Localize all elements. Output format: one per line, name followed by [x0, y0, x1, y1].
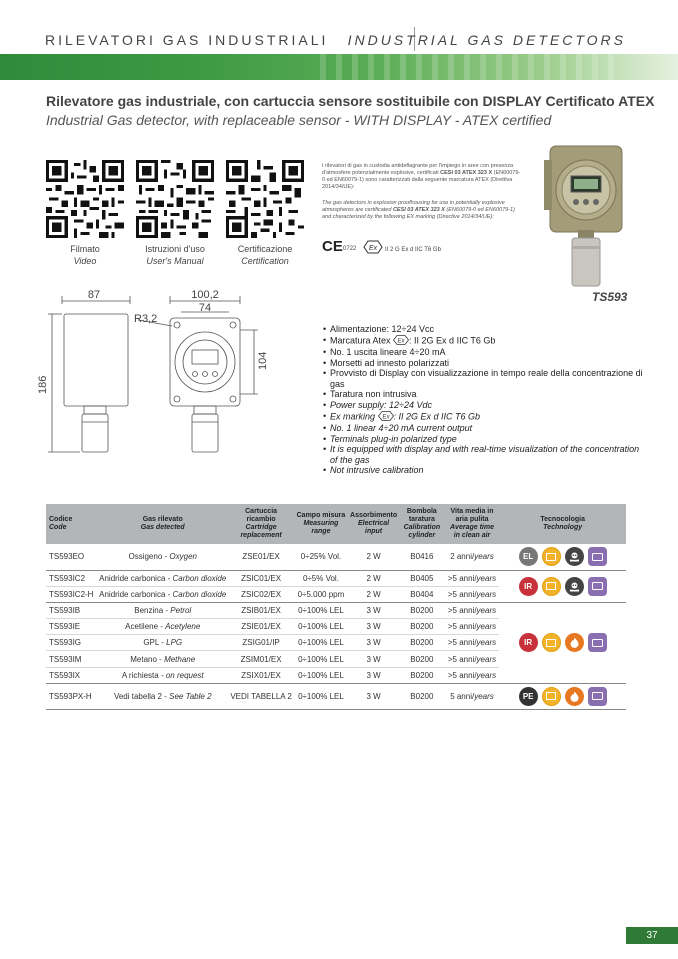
col-code: Codice Code [46, 504, 97, 544]
qr-label-certification-it: Certificazione [237, 244, 293, 254]
col-cylinder: Bombola taratura Calibration cylinder [399, 504, 445, 544]
table-row: TS593IX A richiesta - on request ZSIX01/EX 0÷100% LEL 3 W B0200 >5 anni/years [46, 667, 626, 683]
qr-label-certification [210, 243, 320, 267]
spec-en-display: • It is equipped with display and with real-time visualization of the concentration of the gas [323, 444, 643, 465]
header-stripes [320, 54, 620, 80]
ce-mark-icon: CE [322, 238, 343, 255]
product-photo [540, 138, 632, 290]
module-icon [588, 687, 607, 706]
table-row: TS593EO Ossigeno - Oxygen ZSE01/EX 0÷25% Vol. 2 W B0416 2 anni/years EL [46, 544, 626, 570]
dim-inner: 74 [198, 302, 212, 314]
tech-icons-el [499, 544, 626, 570]
dim-width-side: 87 [87, 289, 101, 301]
spec-en-calibration: • Not intrusive calibration [323, 465, 643, 476]
spec-en-output: • No. 1 linear 4÷20 mA current output [323, 423, 643, 434]
flame-icon [565, 633, 584, 652]
pe-badge-icon: PE [519, 687, 538, 706]
spec-it-terminals: • Morsetti ad innesto polarizzati [323, 358, 643, 369]
title-english: Industrial Gas detector, with replaceable sensor - WITH DISPLAY - ATEX certified [46, 112, 552, 128]
spec-it-power: • Alimentazione: 12÷24 Vcc [323, 324, 643, 335]
tech-icons-ir-toxic [499, 570, 626, 602]
dim-radius: R3,2 [134, 313, 158, 325]
dim-width-front: 100,2 [191, 289, 219, 301]
technical-drawing [37, 286, 280, 476]
module-icon [588, 577, 607, 596]
spec-it-output: • No. 1 uscita lineare 4÷20 mA [323, 347, 643, 358]
qr-label-manual-en: User's Manual [146, 256, 204, 266]
table-header-row [46, 504, 626, 544]
page-header [0, 0, 678, 82]
table-row: TS593IM Metano - Methane ZSIM01/EX 0÷100% LEL 3 W B0200 >5 anni/years [46, 651, 626, 667]
module-icon [588, 633, 607, 652]
toxic-icon [565, 577, 584, 596]
product-table [46, 504, 626, 710]
col-power: Assorbimento Electrical input [348, 504, 399, 544]
qr-label-manual-it: Istruzioni d'uso [145, 244, 205, 254]
ex-small-icon [393, 335, 409, 348]
specs-english [323, 400, 643, 476]
qr-label-video-it: Filmato [70, 244, 100, 254]
spec-en-power: • Power supply: 12÷24 Vdc [323, 400, 643, 411]
module-icon [588, 547, 607, 566]
svg-text:Ex: Ex [382, 414, 390, 420]
dim-height-body: 104 [257, 351, 269, 370]
qr-code-manual[interactable] [136, 160, 214, 238]
svg-text:Ex: Ex [397, 338, 405, 344]
header-right-title: INDUSTRIAL GAS DETECTORS [347, 32, 626, 48]
table-row: TS593IB Benzina - Petrol ZSIB01/EX 0÷100% LEL 3 W B0200 >5 anni/years IR [46, 602, 626, 618]
toxic-icon [565, 547, 584, 566]
ir-badge-icon: IR [519, 577, 538, 596]
table-row: TS593PX-H Vedi tabella 2 - See Table 2 VEDI TABELLA 2 0÷100% LEL 3 W B0200 5 anni/years PE [46, 683, 626, 709]
qr-code-video[interactable] [46, 160, 124, 238]
spec-it-display: • Provvisto di Display con visualizzazione in tempo reale della concentrazione di gas [323, 368, 643, 389]
certification-text-it: I rilevatori di gas in custodia antideflagrante per l'impiego in aree con presenza d'atmosfere potenzialmente esplosive, certificati CESI 03 ATEX 323 X (EN60079-0 ed EN60079-1) sono caratterizzati dalla seguente marcatura ATEX (Direttiva 2014/34/UE): [322, 163, 521, 190]
ce-number: 0722 [343, 246, 357, 252]
ex-hexagon-icon [363, 240, 383, 259]
display-icon [542, 687, 561, 706]
ex-symbol-text: Ex [368, 245, 378, 252]
dim-height-total: 186 [37, 375, 49, 394]
header-left-title: RILEVATORI GAS INDUSTRIALI [45, 32, 329, 48]
page-number: 37 [626, 927, 678, 944]
tech-icons-pe [499, 683, 626, 709]
col-cartridge: Cartuccia ricambio Cartridge replacement [228, 504, 294, 544]
table-row: TS593IE Acetilene - Acetylene ZSIE01/EX 0÷100% LEL 3 W B0200 >5 anni/years [46, 619, 626, 635]
product-label: TS593 [592, 290, 628, 304]
table-row: TS593IC2 Anidride carbonica - Carbon dioxide ZSIC01/EX 0÷5% Vol. 2 W B0405 >5 anni/years IR [46, 570, 626, 586]
ir-badge-icon: IR [519, 633, 538, 652]
col-range: Campo misura Measuring range [294, 504, 348, 544]
title-italian: Rilevatore gas industriale, con cartuccia sensore sostituibile con DISPLAY Certificato ATEX [46, 93, 655, 109]
col-gas: Gas rilevato Gas detected [97, 504, 228, 544]
qr-label-video-en: Video [73, 256, 97, 266]
el-badge-icon: EL [519, 547, 538, 566]
col-technology: Tecnocologia Technology [499, 504, 626, 544]
table-row: TS593IG GPL - LPG ZSIG01/IP 0÷100% LEL 3 W B0200 >5 anni/years [46, 635, 626, 651]
display-icon [542, 547, 561, 566]
qr-code-certification[interactable] [226, 160, 304, 238]
spec-en-terminals: • Terminals plug-in polarized type [323, 434, 643, 445]
table-row: TS593IC2-H Anidride carbonica - Carbon dioxide ZSIC02/EX 0÷5.000 ppm 2 W B0404 >5 anni/years [46, 586, 626, 602]
col-life: Vita media in aria pulita Average time in clean air [445, 504, 500, 544]
display-icon [542, 633, 561, 652]
spec-it-calibration: • Taratura non intrusiva [323, 389, 643, 400]
tech-icons-ir-flame [499, 602, 626, 683]
specs-italian [323, 324, 643, 400]
spec-en-atex: • Ex marking Ex : II 2G Ex d IIC T6 Gb [323, 411, 643, 424]
display-icon [542, 577, 561, 596]
flame-icon [565, 687, 584, 706]
certification-text-en: The gas detectors in explosion proofhousing for use in potentially explosive atmospheres are certificated CESI 03 ATEX 323 X (EN60079-0 ed EN60079-1) and characterized by the following EX marking (Directive 2014/34/UE): [322, 200, 515, 220]
spec-it-atex: • Marcatura Atex Ex : II 2G Ex d IIC T6 Gb [323, 335, 643, 348]
qr-label-certification-en: Certification [241, 256, 289, 266]
ex-marking: II 2 G Ex d IIC T6 Gb [385, 247, 441, 253]
ex-small-icon [378, 411, 394, 424]
